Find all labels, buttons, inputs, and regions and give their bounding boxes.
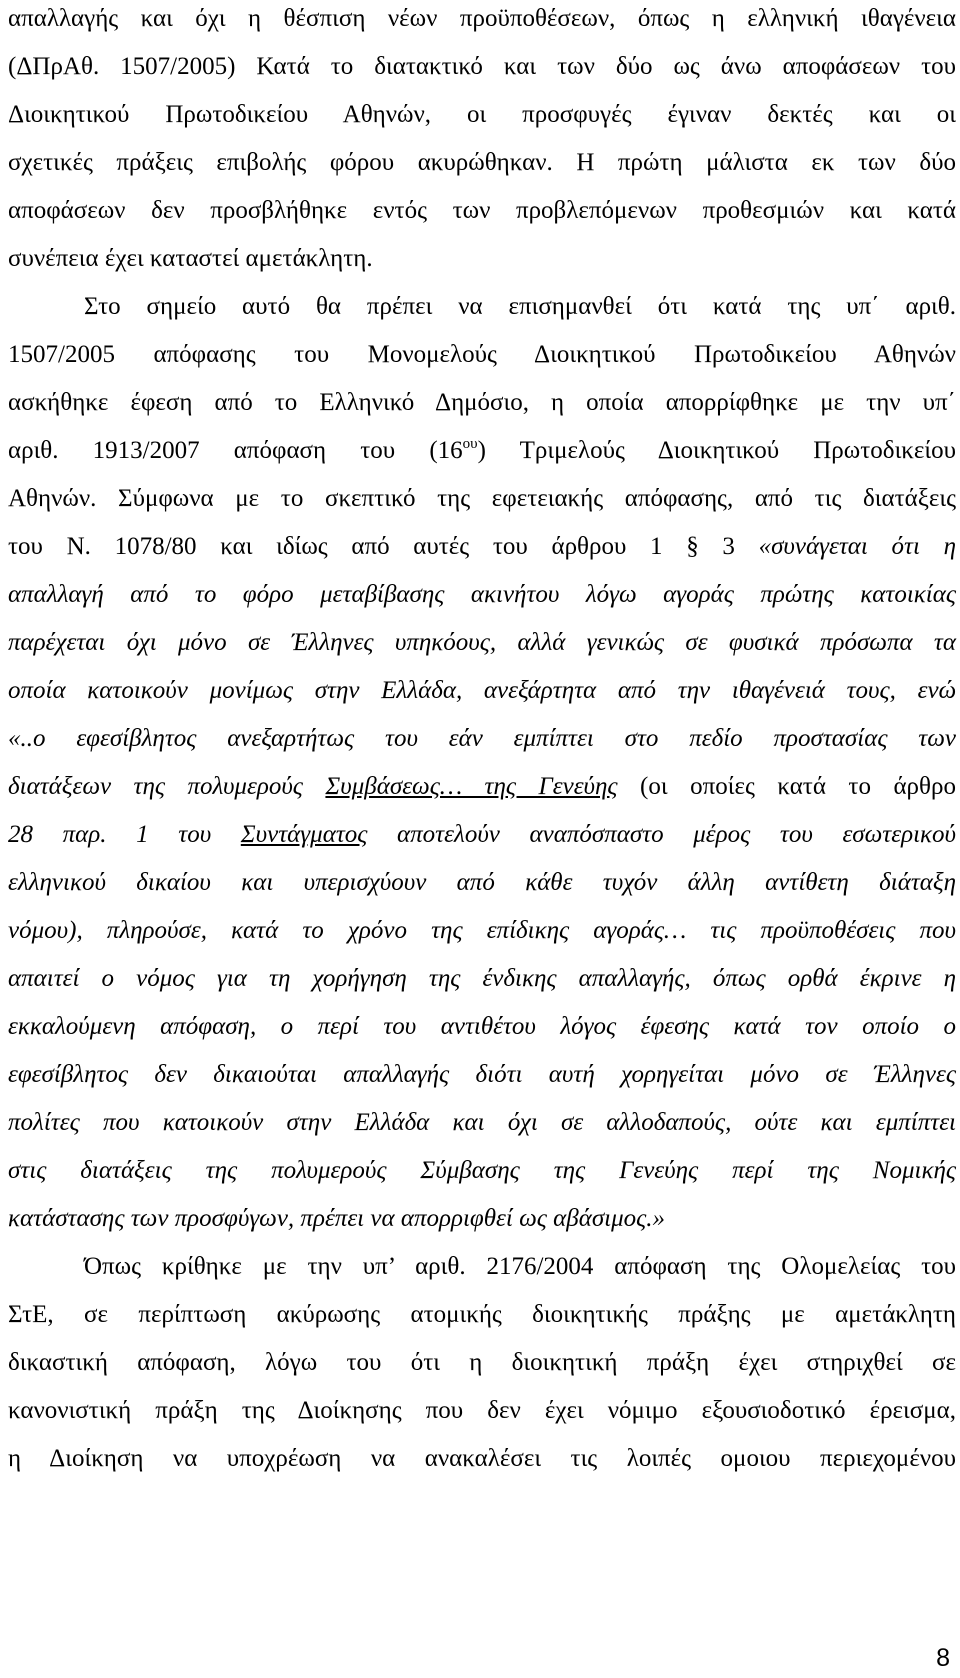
quote-text: διατάξεων της πολυμερούς bbox=[8, 773, 326, 800]
quote-line: απαλλαγή από το φόρο μεταβίβασης ακινήτου λόγω αγοράς πρώτης κατοικίας bbox=[8, 581, 956, 608]
text-line: Όπως κρίθηκε με την υπ’ αριθ. 2176/2004 απόφαση της Ολομελείας του bbox=[84, 1253, 956, 1280]
text-line: αποφάσεων δεν προσβλήθηκε εντός των προβλεπόμενων προθεσμιών και κατά bbox=[8, 197, 956, 224]
quote-text: 28 παρ. 1 του bbox=[8, 821, 241, 848]
quote-line: «..ο εφεσίβλητος ανεξαρτήτως του εάν εμπίπτει στο πεδίο προστασίας των bbox=[8, 725, 956, 752]
text-line: (ΔΠρΑθ. 1507/2005) Κατά το διατακτικό και των δύο ως άνω αποφάσεων του bbox=[8, 53, 956, 80]
text-line bbox=[8, 435, 956, 467]
text-span: αριθ. 1913/2007 απόφαση του (16 bbox=[8, 437, 463, 464]
quote-line: οποία κατοικούν μονίμως στην Ελλάδα, ανεξάρτητα από την ιθαγένειά τους, ενώ bbox=[8, 677, 956, 704]
text-line: ασκήθηκε έφεση από το Ελληνικό Δημόσιο, η οποία απορρίφθηκε με την υπ΄ bbox=[8, 389, 956, 416]
underlined-text: Συμβάσεως… της Γενεύης bbox=[325, 773, 618, 800]
text-line: απαλλαγής και όχι η θέσπιση νέων προϋποθέσεων, όπως η ελληνική ιθαγένεια bbox=[8, 5, 956, 32]
text-line: κανονιστική πράξη της Διοίκησης που δεν έχει νόμιμο εξουσιοδοτικό έρεισμα, bbox=[8, 1397, 956, 1424]
quote-line: στις διατάξεις της πολυμερούς Σύμβασης της Γενεύης περί της Νομικής bbox=[8, 1157, 956, 1184]
quote-line bbox=[8, 771, 956, 803]
text-line: η Διοίκηση να υποχρέωση να ανακαλέσει τις λοιπές ομοιου περιεχομένου bbox=[8, 1445, 956, 1472]
quote-line: εκκαλούμενη απόφαση, ο περί του αντιθέτου λόγος έφεσης κατά τον οποίο ο bbox=[8, 1013, 956, 1040]
text-line: Διοικητικού Πρωτοδικείου Αθηνών, οι προσφυγές έγιναν δεκτές και οι bbox=[8, 101, 956, 128]
quote-line: κατάστασης των προσφύγων, πρέπει να απορριφθεί ως αβάσιμος.» bbox=[8, 1205, 666, 1232]
quote-line: παρέχεται όχι μόνο σε Έλληνες υπηκόους, αλλά γενικώς σε φυσικά πρόσωπα τα bbox=[8, 629, 956, 656]
text-line: δικαστική απόφαση, λόγω του ότι η διοικητική πράξη έχει στηριχθεί σε bbox=[8, 1349, 956, 1376]
superscript: ου bbox=[462, 436, 478, 452]
quote-text: αποτελούν αναπόσπαστο μέρος του εσωτερικού bbox=[367, 821, 956, 848]
text-line: Στο σημείο αυτό θα πρέπει να επισημανθεί ότι κατά της υπ΄ αριθ. bbox=[84, 293, 956, 320]
text-line bbox=[8, 531, 956, 563]
quote-line: απαιτεί ο νόμος για τη χορήγηση της ένδικης απαλλαγής, όπως ορθά έκρινε η bbox=[8, 965, 956, 992]
page-number: 8 bbox=[936, 1644, 950, 1672]
text-line: ΣτΕ, σε περίπτωση ακύρωσης ατομικής διοικητικής πράξης με αμετάκλητη bbox=[8, 1301, 956, 1328]
quote-line bbox=[8, 819, 956, 851]
quote-line: νόμου), πληρούσε, κατά το χρόνο της επίδικης αγοράς… τις προϋποθέσεις που bbox=[8, 917, 956, 944]
text-line: Αθηνών. Σύμφωνα με το σκεπτικό της εφετειακής απόφασης, από τις διατάξεις bbox=[8, 485, 956, 512]
text-line: 1507/2005 απόφασης του Μονομελούς Διοικητικού Πρωτοδικείου Αθηνών bbox=[8, 341, 956, 368]
text-span: (οι οποίες κατά το άρθρο bbox=[617, 773, 956, 800]
quote-line: ελληνικού δικαίου και υπερισχύουν από κάθε τυχόν άλλη αντίθετη διάταξη bbox=[8, 869, 956, 896]
quote-text: «συνάγεται ότι η bbox=[758, 533, 956, 560]
underlined-text: Συντάγματος bbox=[240, 821, 368, 848]
quote-line: πολίτες που κατοικούν στην Ελλάδα και όχι σε αλλοδαπούς, ούτε και εμπίπτει bbox=[8, 1109, 956, 1136]
text-span: ) Τριμελούς Διοικητικού Πρωτοδικείου bbox=[477, 437, 956, 464]
text-span: του Ν. 1078/80 και ιδίως από αυτές του άρθρου 1 § 3 bbox=[8, 533, 759, 560]
text-line: σχετικές πράξεις επιβολής φόρου ακυρώθηκαν. Η πρώτη μάλιστα εκ των δύο bbox=[8, 149, 956, 176]
text-line: συνέπεια έχει καταστεί αμετάκλητη. bbox=[8, 245, 373, 272]
quote-line: εφεσίβλητος δεν δικαιούται απαλλαγής διότι αυτή χορηγείται μόνο σε Έλληνες bbox=[8, 1061, 956, 1088]
